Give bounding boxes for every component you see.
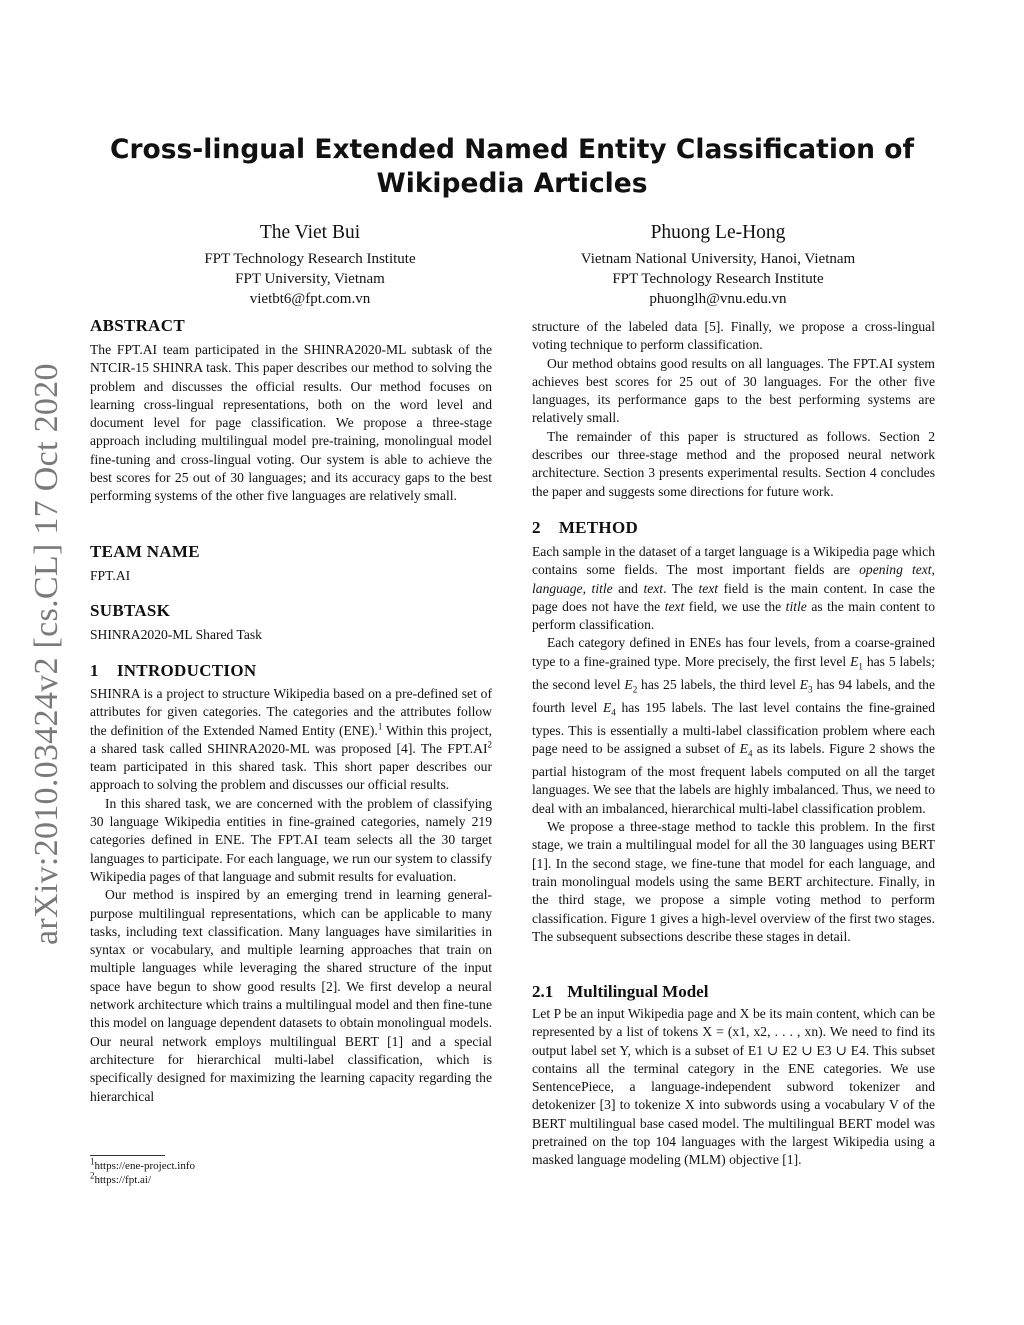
team-name: FPT.AI [90,568,131,583]
section-number: 2 [532,518,541,537]
intro-paragraph-1: SHINRA is a project to structure Wikipedia based on a pre-defined set of attributes for given categories. The categories and the attributes follow the definition of the Extended Named Entity (ENE).$^1$ Within this project, a shared task called SHINRA2020-ML was proposed [4]. The $FPT.AI^2$ team participated in this shared task. This short paper describes our approach to solving the problem and discusses our official results. [90,686,492,793]
intro-paragraph-3: Our method is inspired by an emerging trend in learning general-purpose multilingual representations, which can be applicable to many tasks, including text classification. Many languages have similarities in syntax or vocabulary, and multiple learning approaches that train on multiple languages while leveraging the shared structure of the input space have begun to show good results [2]. We first develop a neural network architecture which trains a multilingual model and then fine-tune this model on language dependent datasets to obtain monolingual models. Our neural network employs multilingual BERT [1] and a special architecture for hierarchical multi-label classification, which is specifically designed for maximizing the learning capacity regarding the hierarchical [90,887,492,1104]
author-name: The Viet Bui [259,222,361,243]
footnote-link[interactable]: https://fpt.ai/ [94,1174,152,1186]
section-number: 1 [90,661,99,680]
method-paragraph-3: We propose a three-stage method to tackle this problem. In the first stage, we train a multilingual model for all the 30 languages using BERT [1]. In the second stage, we fine-tune that model for each language, and train monolingual models using the same BERT architecture. Finally, in the third stage, we propose a simple voting method to perform classification. Figure 1 gives a high-level overview of the first two stages. The subsequent subsections describe these stages in detail. [532,819,935,944]
paper-title [100,133,924,201]
title-line-2: Wikipedia Articles [376,168,648,199]
footnote-2: $^2$https://fpt.ai/ [90,1170,152,1186]
method-paragraph-1: Each sample in the dataset of a target language is a Wikipedia page which contains some fields. The most important fields are opening text, language, title and text. The text field is the main content. In case the page does not have the text field, we use the title as the main content to perform classification. [532,544,935,633]
section-title: INTRODUCTION [116,661,257,680]
footnote-link[interactable]: https://ene-project.info [94,1160,195,1172]
subsection-title: Multilingual Model [567,982,709,1001]
right-paragraph-3: The remainder of this paper is structured as follows. Section 2 describes our three-stage method and the proposed neural network architecture. Section 3 presents experimental results. Section 4 concludes the paper and suggests some directions for future work. [532,428,935,499]
author-name: Phuong Le-Hong [650,222,786,243]
author-email: vietbt6@fpt.com.vn [249,291,371,307]
footnote-mark: 2 [487,739,492,750]
multilingual-model-body [532,1005,935,1170]
abstract-text: The FPT.AI team participated in the SHINRA2020-ML subtask of the NTCIR-15 SHINRA task. This paper describes our method to solving the problem and discusses the official results. Our method focuses on learning cross-lingual representations, both on the word level and document level for page classification. We propose a three-stage approach including multilingual model pre-training, monolingual model fine-tuning and cross-lingual voting. Our system is able to achieve the best scores for 25 out of 30 languages; and its accuracy gaps to the best performing systems of the other five languages are relatively small. [90,342,492,504]
author-block-2 [508,220,928,309]
introduction-heading [90,660,256,682]
right-intro-continuation [532,318,935,501]
subsection-number: 2.1 [532,982,554,1001]
method-paragraph-2: Each category defined in ENEs has four levels, from a coarse-grained type to a fine-grained type. More precisely, the first level $E_1$ has 5 labels; the second level $E_2$ has 25 labels, the third level $E_3$ has 94 labels, and the fourth level $E_4$ has 195 labels. The last level contains the fine-grained types. This is essentially a multi-label classification problem where each page need to be assigned a subset of $E_4$ as its labels. Figure 2 shows the partial histogram of the most frequent labels computed on all the target languages. We see that the labels are highly imbalanced. Thus, we need to deal with an imbalanced, hierarchical multi-label classification problem. [532,635,936,816]
footnote-1: $^1$https://ene-project.info [90,1156,195,1172]
author-block-1 [100,220,520,309]
team-name-heading: TEAM NAME [90,542,200,561]
intro-paragraph-2: In this shared task, we are concerned with the problem of classifying 30 language Wikipedia entities in fine-grained categories, namely 219 categories defined in ENE. The FPT.AI team selects all the 30 target languages to participate. For each language, we run our system to classify Wikipedia pages of that language and submit results for evaluation. [90,795,492,884]
footnote-mark: 1 [377,721,383,732]
right-paragraph-2: Our method obtains good results on all languages. The FPT.AI system achieves best scores for 25 out of 30 languages. For the other five languages, its performance gaps to the best performing systems are relatively small. [532,355,935,426]
section-title: METHOD [558,518,639,537]
subtask-text: SHINRA2020-ML Shared Task [90,627,262,642]
abstract-heading: ABSTRACT [90,316,185,335]
introduction-body [90,685,492,1106]
subtask-heading: SUBTASK [90,601,171,620]
author-affiliation: Vietnam National University, Hanoi, Vietnam [580,251,856,267]
title-line-1: Cross-lingual Extended Named Entity Classification of [110,134,914,165]
footnote-divider [90,1155,165,1156]
subsection-heading [532,981,708,1003]
method-body [532,543,935,946]
method-heading [532,517,638,539]
author-affiliation: FPT University, Vietnam [235,271,385,287]
multilingual-paragraph: Let P be an input Wikipedia page and X be its main content, which can be represented by a list of tokens X = (x1, x2, . . . , xn). We need to find its output label set Y, which is a subset of E1 ∪ E2 ∪ E3 ∪ E4. This subset contains all the terminal category in the ENE categories. We use SentencePiece, a language-independent subword tokenizer and detokenizer [3] to tokenize X into subwords using a vocabulary V of the BERT multilingual base cased model. The multilingual BERT model was pretrained on the top 104 languages with the largest Wikipedia using a masked language modeling (MLM) objective [1]. [532,1006,935,1168]
author-affiliation: FPT Technology Research Institute [204,251,416,267]
right-paragraph-1: structure of the labeled data [5]. Finally, we propose a cross-lingual voting technique to perform classification. [532,319,935,353]
arxiv-identifier: arXiv:2010.03424v2 [cs.CL] 17 Oct 2020 [28,363,65,945]
abstract-body [90,341,492,506]
author-affiliation: FPT Technology Research Institute [612,271,824,287]
author-email: phuonglh@vnu.edu.vn [649,291,787,307]
